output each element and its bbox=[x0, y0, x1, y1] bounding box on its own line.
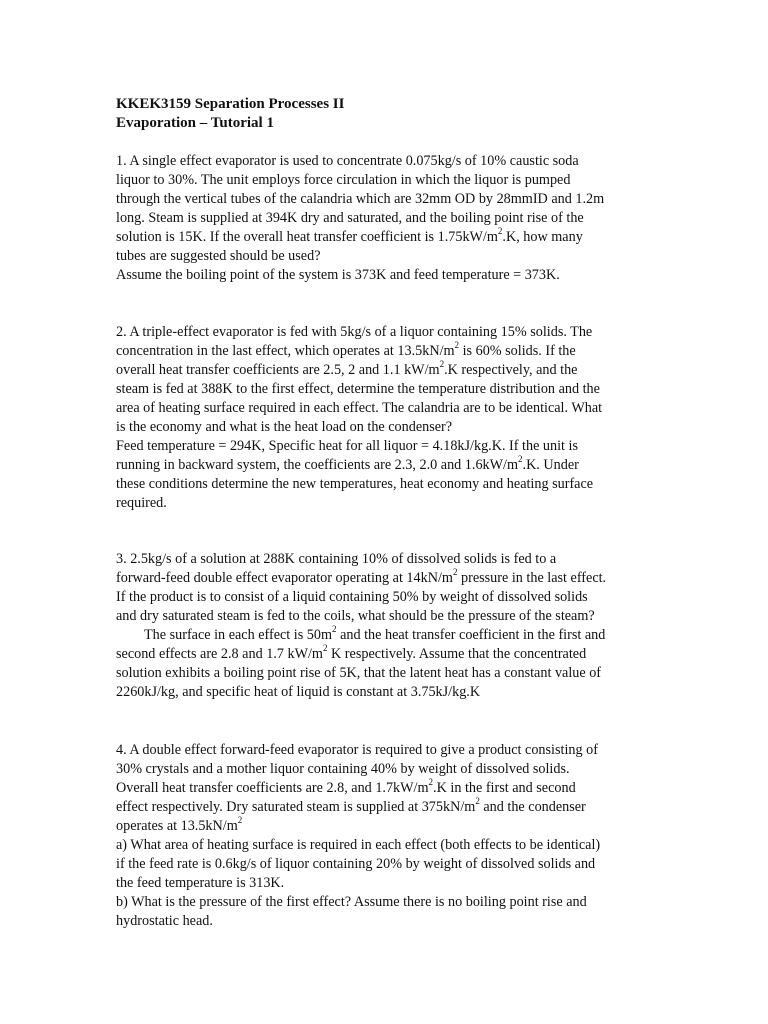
text-line bbox=[116, 361, 656, 380]
course-title: KKEK3159 Separation Processes II bbox=[116, 96, 345, 112]
text-segment: if the feed rate is 0.6kg/s of liquor containing 20% by weight of dissolved solids and bbox=[116, 856, 596, 872]
text-segment: 3. 2.5kg/s of a solution at 288K containing 10% of dissolved solids is fed to a bbox=[116, 551, 557, 567]
superscript: 2 bbox=[428, 777, 434, 788]
text-segment: 2260kJ/kg, and specific heat of liquid is constant at 3.75kJ/kg.K bbox=[116, 684, 481, 700]
text-segment: second effects are 2.8 and 1.7 kW/m bbox=[116, 646, 323, 662]
question-3 bbox=[116, 550, 656, 702]
text-line bbox=[116, 190, 656, 209]
text-segment: operates at 13.5kN/m bbox=[116, 818, 238, 834]
text-line bbox=[116, 836, 656, 855]
text-segment: and dry saturated steam is fed to the coils, what should be the pressure of the steam? bbox=[116, 608, 595, 624]
text-line bbox=[116, 760, 656, 779]
text-line bbox=[116, 588, 656, 607]
text-line bbox=[116, 912, 656, 931]
text-line bbox=[116, 323, 656, 342]
text-segment: The surface in each effect is 50m bbox=[144, 627, 333, 643]
text-segment: pressure in the last effect. bbox=[457, 570, 607, 586]
text-segment: b) What is the pressure of the first effect? Assume there is no boiling point rise and bbox=[116, 894, 587, 910]
text-segment: liquor to 30%. The unit employs force circulation in which the liquor is pumped bbox=[116, 172, 571, 188]
superscript: 2 bbox=[322, 643, 328, 654]
text-segment: a) What area of heating surface is required in each effect (both effects to be identical) bbox=[116, 837, 601, 853]
text-segment: concentration in the last effect, which operates at 13.5kN/m bbox=[116, 343, 455, 359]
text-segment: running in backward system, the coefficients are 2.3, 2.0 and 1.6kW/m bbox=[116, 457, 519, 473]
text-line bbox=[116, 798, 656, 817]
text-line bbox=[116, 399, 656, 418]
text-line bbox=[116, 855, 656, 874]
text-line bbox=[116, 607, 656, 626]
text-segment: 4. A double effect forward-feed evaporator is required to give a product consisting of bbox=[116, 742, 598, 758]
text-segment: Overall heat transfer coefficients are 2.8, and 1.7kW/m bbox=[116, 780, 429, 796]
text-segment: area of heating surface required in each effect. The calandria are to be identical. What bbox=[116, 400, 603, 416]
text-segment: steam is fed at 388K to the first effect, determine the temperature distribution and the bbox=[116, 381, 600, 397]
text-segment: is the economy and what is the heat load on the condenser? bbox=[116, 419, 453, 435]
text-segment: .K, how many bbox=[502, 229, 583, 245]
text-line bbox=[116, 626, 656, 645]
text-line bbox=[116, 418, 656, 437]
text-segment: 1. A single effect evaporator is used to concentrate 0.075kg/s of 10% caustic soda bbox=[116, 153, 579, 169]
text-line bbox=[116, 645, 656, 664]
text-segment: 2. A triple-effect evaporator is fed with 5kg/s of a liquor containing 15% solids. The bbox=[116, 324, 593, 340]
text-segment: Assume the boiling point of the system is 373K and feed temperature = 373K. bbox=[116, 267, 560, 283]
question-1 bbox=[116, 152, 656, 285]
text-line bbox=[116, 893, 656, 912]
text-segment: .K respectively, and the bbox=[444, 362, 578, 378]
text-segment: through the vertical tubes of the calandria which are 32mm OD by 28mmID and 1.2m bbox=[116, 191, 605, 207]
text-line bbox=[116, 247, 656, 266]
text-line bbox=[116, 209, 656, 228]
text-segment: hydrostatic head. bbox=[116, 913, 213, 929]
text-line bbox=[116, 683, 656, 702]
superscript: 2 bbox=[475, 796, 480, 807]
text-line bbox=[116, 456, 656, 475]
superscript: 2 bbox=[518, 454, 523, 465]
superscript: 2 bbox=[332, 624, 337, 635]
superscript: 2 bbox=[452, 567, 458, 578]
text-line bbox=[116, 380, 656, 399]
text-segment: effect respectively. Dry saturated steam is supplied at 375kN/m bbox=[116, 799, 476, 815]
text-segment: Feed temperature = 294K, Specific heat for all liquor = 4.18kJ/kg.K. If the unit is bbox=[116, 438, 579, 454]
text-line bbox=[116, 664, 656, 683]
superscript: 2 bbox=[439, 359, 445, 370]
text-line bbox=[116, 569, 656, 588]
text-line bbox=[116, 779, 656, 798]
text-segment: and the heat transfer coefficient in the first and bbox=[336, 627, 606, 643]
question-2 bbox=[116, 323, 656, 513]
text-segment: solution exhibits a boiling point rise of 5K, that the latent heat has a constant value of bbox=[116, 665, 602, 681]
superscript: 2 bbox=[237, 815, 243, 826]
text-line bbox=[116, 475, 656, 494]
text-line bbox=[116, 266, 656, 285]
text-segment: these conditions determine the new temperatures, heat economy and heating surface bbox=[116, 476, 594, 492]
superscript: 2 bbox=[497, 226, 503, 237]
text-segment: .K in the first and second bbox=[433, 780, 576, 796]
text-segment: is 60% solids. If the bbox=[459, 343, 576, 359]
text-line bbox=[116, 152, 656, 171]
text-segment: tubes are suggested should be used? bbox=[116, 248, 321, 264]
text-line bbox=[116, 741, 656, 760]
text-segment: overall heat transfer coefficients are 2.5, 2 and 1.1 kW/m bbox=[116, 362, 440, 378]
text-segment: 30% crystals and a mother liquor containing 40% by weight of dissolved solids. bbox=[116, 761, 570, 777]
document-header bbox=[116, 95, 344, 133]
text-segment: .K. Under bbox=[522, 457, 579, 473]
text-line bbox=[116, 228, 656, 247]
text-segment: forward-feed double effect evaporator operating at 14kN/m bbox=[116, 570, 453, 586]
text-segment: and the condenser bbox=[479, 799, 586, 815]
text-line bbox=[116, 874, 656, 893]
text-segment: solution is 15K. If the overall heat transfer coefficient is 1.75kW/m bbox=[116, 229, 498, 245]
text-line bbox=[116, 494, 656, 513]
text-line bbox=[116, 342, 656, 361]
text-segment: long. Steam is supplied at 394K dry and saturated, and the boiling point rise of the bbox=[116, 210, 584, 226]
question-4 bbox=[116, 741, 656, 931]
text-segment: the feed temperature is 313K. bbox=[116, 875, 285, 891]
superscript: 2 bbox=[454, 340, 460, 351]
text-segment: If the product is to consist of a liquid containing 50% by weight of dissolved solids bbox=[116, 589, 588, 605]
text-segment: required. bbox=[116, 495, 167, 511]
text-line bbox=[116, 171, 656, 190]
tutorial-subtitle: Evaporation – Tutorial 1 bbox=[116, 115, 274, 131]
text-line bbox=[116, 550, 656, 569]
text-line bbox=[116, 817, 656, 836]
text-segment: K respectively. Assume that the concentrated bbox=[327, 646, 587, 662]
text-line bbox=[116, 437, 656, 456]
